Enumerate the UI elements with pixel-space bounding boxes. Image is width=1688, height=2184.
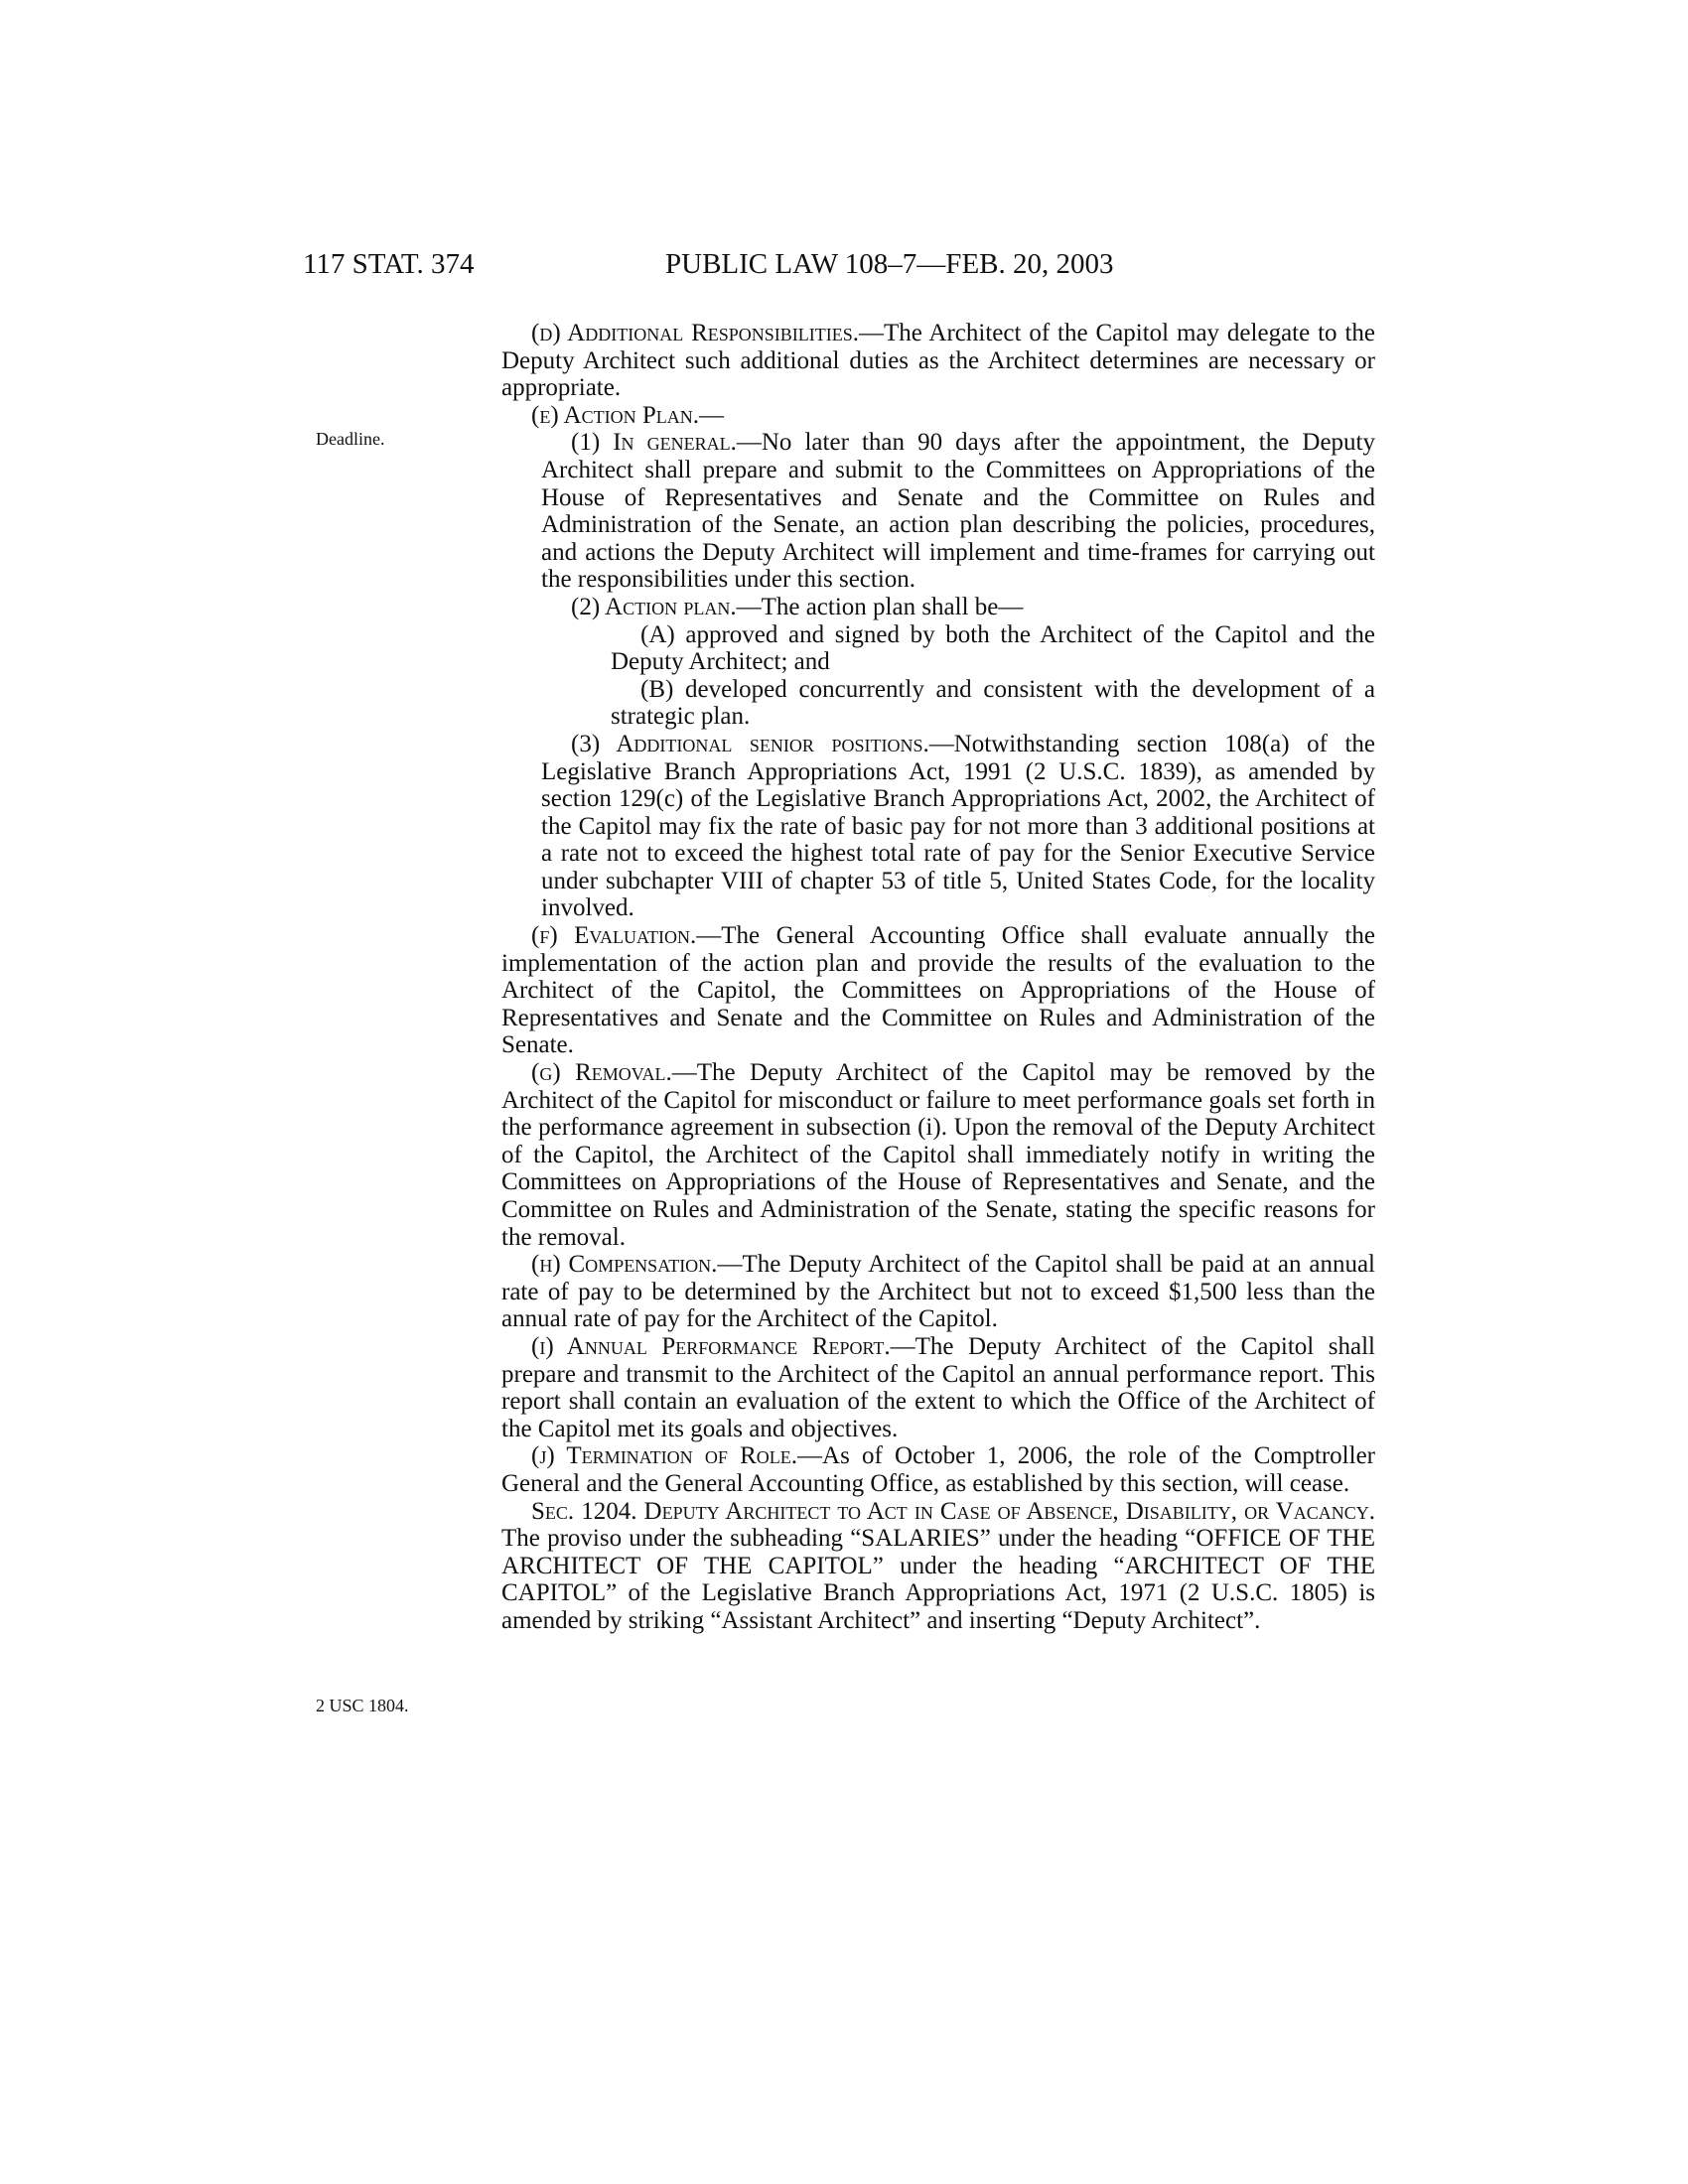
paragraph-j-heading: (j) Termination of Role. (531, 1442, 798, 1470)
paragraph-e1 (501, 429, 1375, 594)
paragraph-e2-heading: (2) Action plan. (571, 593, 737, 620)
paragraph-i (501, 1333, 1375, 1442)
paragraph-d-text: —The Architect of the Capitol may delegate to the Deputy Architect such additional duties as the Architect determines are necessary or appropriate. (501, 320, 1375, 402)
paragraph-e2-text: —The action plan shall be— (736, 593, 1024, 620)
paragraph-h-text: —The Deputy Architect of the Capitol shall be paid at an annual rate of pay to be determined by the Architect but not to exceed $1,500 less than the annual rate of pay for the Architect of the Capitol. (501, 1251, 1375, 1333)
document-body (501, 320, 1375, 1635)
page-header (0, 248, 1688, 288)
paragraph-e-text: — (698, 401, 724, 429)
paragraph-e3-heading: (3) Additional senior positions. (571, 730, 929, 757)
paragraph-g-heading: (g) Removal. (531, 1059, 672, 1087)
paragraph-f-text: —The General Accounting Office shall evaluate annually the implementation of the action plan and provide the results of the evaluation to the Architect of the Capitol, the Committees on Appropriations of the House of Representatives and Senate and the Committee on Rules and Administration of the Senate. (501, 922, 1375, 1059)
paragraph-e1-text: —No later than 90 days after the appointment, the Deputy Architect shall prepare and submit to the Committees on Appropriations of the House of Representatives and Senate and the Committee on Rules and Administration of the Senate, an action plan describing the policies, procedures, and actions the Deputy Architect will implement and time-frames for carrying out the responsibilities under this section. (541, 429, 1375, 594)
paragraph-j (501, 1442, 1375, 1497)
paragraph-f (501, 922, 1375, 1059)
paragraph-d-heading: (d) Additional Responsibilities. (531, 320, 860, 346)
paragraph-g-text: —The Deputy Architect of the Capitol may be removed by the Architect of the Capitol for misconduct or failure to meet performance goals set forth in the performance agreement in subsection (i). Upon the removal of the Deputy Architect of the Capitol, the Architect of the Capitol shall immediately notify in writing the Committees on Appropriations of the House of Representatives and Senate, and the Committee on Rules and Administration of the Senate, stating the specific reasons for the removal. (501, 1059, 1376, 1251)
paragraph-e3 (501, 731, 1375, 922)
margin-note-deadline: Deadline. (316, 429, 385, 449)
paragraph-e2b: (B) developed concurrently and consistent with the development of a strategic plan. (611, 675, 1375, 731)
paragraph-e3-text: —Notwithstanding section 108(a) of the Legislative Branch Appropriations Act, 1991 (2 U.S.C. 1839), as amended by section 129(c) of the Legislative Branch Appropriations Act, 2002, the Architect of the Capitol may fix the rate of basic pay for not more than 3 additional positions at a rate not to exceed the highest total rate of pay for the Senior Executive Service under subchapter VIII of chapter 53 of title 5, United States Code, for the locality involved. (541, 730, 1375, 922)
paragraph-e (501, 402, 1375, 430)
paragraph-g (501, 1059, 1375, 1251)
paragraph-f-heading: (f) Evaluation. (531, 922, 697, 950)
paragraph-e-heading: (e) Action Plan. (531, 401, 699, 429)
paragraph-e1-heading: (1) In general. (571, 429, 737, 457)
paragraph-i-heading: (i) Annual Performance Report. (531, 1332, 891, 1360)
law-citation: PUBLIC LAW 108–7—FEB. 20, 2003 (665, 248, 1114, 280)
paragraph-j-text: —As of October 1, 2006, the role of the Comptroller General and the General Accounting Office, as established by this section, will cease. (501, 1442, 1375, 1497)
paragraph-i-text: —The Deputy Architect of the Capitol shall prepare and transmit to the Architect of the Capitol an annual performance report. This report shall contain an evaluation of the extent to which the Office of the Architect of the Capitol met its goals and objectives. (501, 1332, 1375, 1442)
paragraph-h-heading: (h) Compensation. (531, 1251, 718, 1279)
section-1204-text: The proviso under the subheading “SALARIES” under the heading “OFFICE OF THE ARCHITECT OF THE CAPITOL” under the heading “ARCHITECT OF THE CAPITOL” of the Legislative Branch Appropriations Act, 1971 (2 U.S.C. 1805) is amended by striking “Assistant Architect” and inserting “Deputy Architect”. (501, 1525, 1375, 1634)
paragraph-h (501, 1251, 1375, 1333)
section-1204-heading: Sec. 1204. Deputy Architect to Act in Case of Absence, Disability, or Vacancy. (531, 1497, 1375, 1525)
stat-citation: 117 STAT. 374 (303, 248, 475, 280)
section-1204 (501, 1498, 1375, 1635)
paragraph-e2a: (A) approved and signed by both the Architect of the Capitol and the Deputy Architect; and (611, 620, 1375, 676)
paragraph-d (501, 320, 1375, 402)
margin-note-usc: 2 USC 1804. (316, 1696, 409, 1715)
paragraph-e2 (501, 594, 1375, 621)
